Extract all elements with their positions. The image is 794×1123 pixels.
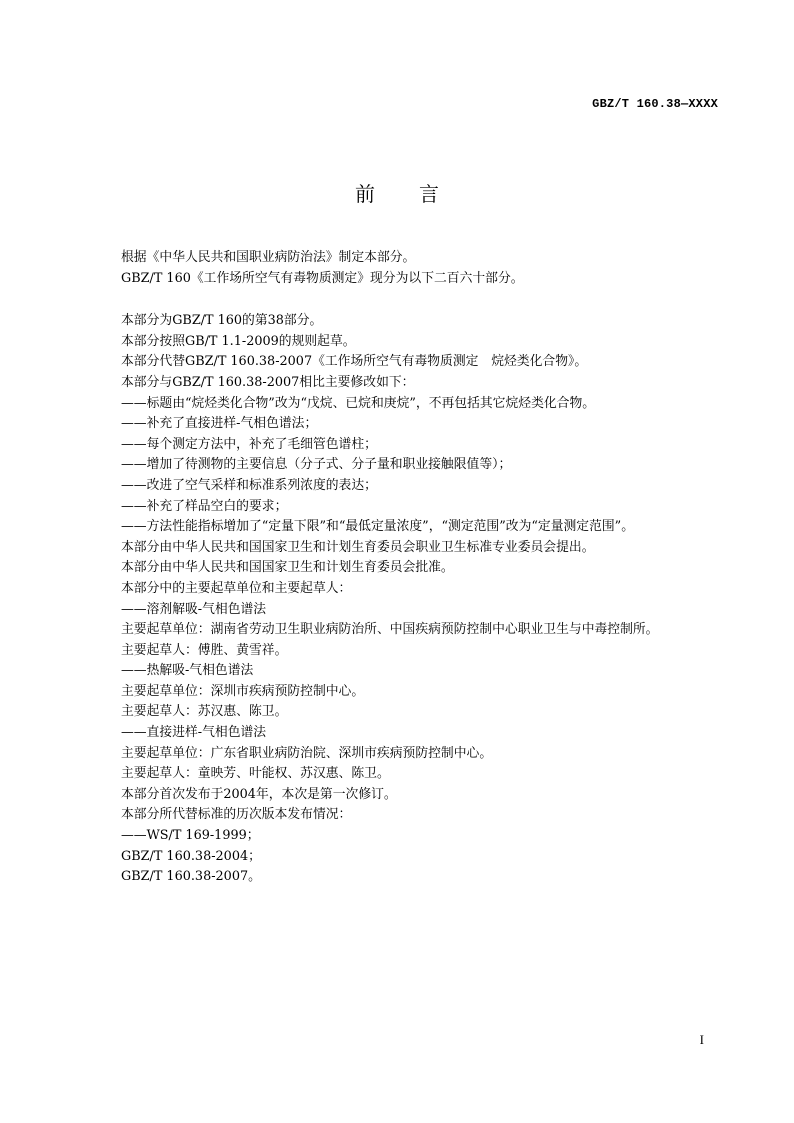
body-line: 主要起草单位：深圳市疾病预防控制中心。 xyxy=(121,683,365,699)
body-line: 本部分所代替标准的历次版本发布情况： xyxy=(121,807,352,823)
body-line: 本部分代替GBZ/T 160.38-2007《工作场所空气有毒物质测定 烷烃类化合物》。 xyxy=(121,354,588,370)
body-line: GBZ/T 160.38-2007。 xyxy=(121,869,261,885)
body-line: 主要起草人：童映芳、叶能权、苏汉惠、陈卫。 xyxy=(121,766,390,782)
body-line: ——方法性能指标增加了“定量下限”和“最低定量浓度”，“测定范围”改为“定量测定范围”。 xyxy=(121,519,635,535)
body-line: 主要起草单位：广东省职业病防治院、深圳市疾病预防控制中心。 xyxy=(121,745,493,761)
body-line: GBZ/T 160.38-2004； xyxy=(121,848,261,864)
body-line: ——补充了样品空白的要求； xyxy=(121,498,288,514)
page-number: I xyxy=(699,1032,704,1047)
body-line: 本部分由中华人民共和国国家卫生和计划生育委员会批准。 xyxy=(121,560,454,576)
body-line: 本部分与GBZ/T 160.38-2007相比主要修改如下： xyxy=(121,374,415,390)
document-body xyxy=(121,248,761,888)
body-line: 主要起草单位：湖南省劳动卫生职业病防治所、中国疾病预防控制中心职业卫生与中毒控制所。 xyxy=(121,622,659,638)
intro-line: GBZ/T 160《工作场所空气有毒物质测定》现分为以下二百六十部分。 xyxy=(121,270,524,286)
body-line: ——WS/T 169-1999； xyxy=(121,828,260,844)
body-line: 本部分由中华人民共和国国家卫生和计划生育委员会职业卫生标准专业委员会提出。 xyxy=(121,539,595,555)
document-code: GBZ/T 160.38—XXXX xyxy=(592,97,718,111)
body-line: ——增加了待测物的主要信息（分子式、分子量和职业接触限值等）； xyxy=(121,457,512,473)
body-line: 本部分中的主要起草单位和主要起草人： xyxy=(121,580,352,596)
body-line: ——每个测定方法中，补充了毛细管色谱柱； xyxy=(121,436,377,452)
body-line: 主要起草人：傅胜、黄雪祥。 xyxy=(121,642,288,658)
intro-line: 根据《中华人民共和国职业病防治法》制定本部分。 xyxy=(121,250,416,265)
body-line: ——改进了空气采样和标准系列浓度的表达； xyxy=(121,477,377,493)
body-line: ——直接进样-气相色谱法 xyxy=(121,725,267,741)
body-line: 本部分首次发布于2004年，本次是第一次修订。 xyxy=(121,786,397,802)
paragraph-gap xyxy=(121,289,761,311)
body-line: ——溶剂解吸-气相色谱法 xyxy=(121,601,267,617)
body-line: 主要起草人：苏汉惠、陈卫。 xyxy=(121,704,288,720)
body-line: 本部分为GBZ/T 160的第38部分。 xyxy=(121,313,323,329)
body-line: ——标题由“烷烃类化合物”改为“戊烷、已烷和庚烷”，不再包括其它烷烃类化合物。 xyxy=(121,395,596,411)
body-line: ——热解吸-气相色谱法 xyxy=(121,663,254,679)
page-title: 前言 xyxy=(355,182,483,206)
body-line: ——补充了直接进样-气相色谱法； xyxy=(121,416,318,432)
body-line: 本部分按照GB/T 1.1-2009的规则起草。 xyxy=(121,333,356,349)
